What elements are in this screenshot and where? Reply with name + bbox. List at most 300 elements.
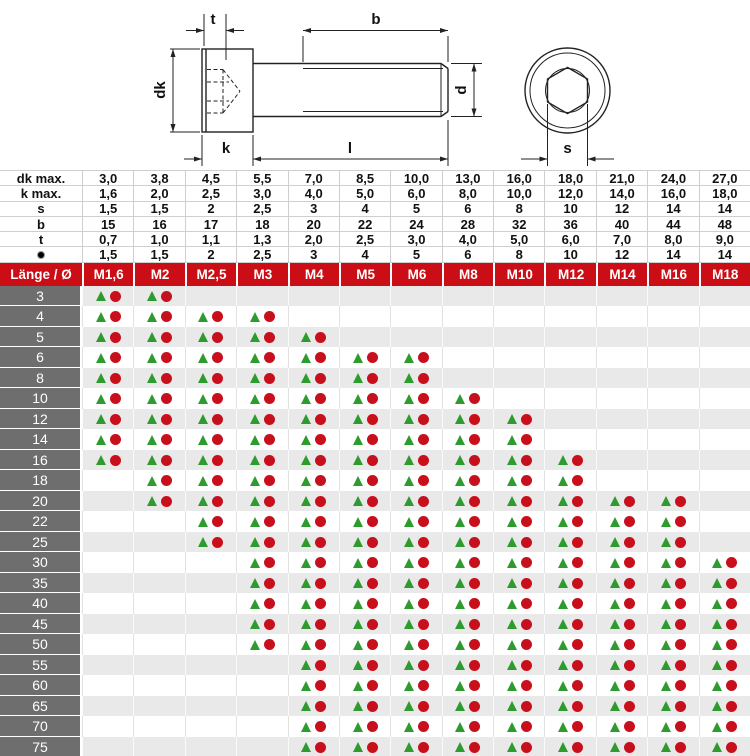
spec-value: 5	[390, 247, 441, 261]
availability-cell	[133, 409, 184, 430]
availability-cell	[82, 634, 133, 655]
availability-cell	[647, 593, 698, 614]
triangle-icon	[404, 681, 414, 691]
availability-cell	[390, 614, 441, 635]
availability-cell	[236, 696, 287, 717]
availability-cell	[288, 450, 339, 471]
triangle-icon	[455, 476, 465, 486]
availability-cell	[288, 306, 339, 327]
spec-value: 1,5	[82, 247, 133, 261]
circle-icon	[315, 742, 326, 753]
availability-cell	[339, 532, 390, 553]
spec-value: 2,5	[236, 202, 287, 216]
spec-value: 8	[493, 247, 544, 261]
matrix-row	[0, 737, 750, 756]
triangle-icon	[455, 701, 465, 711]
availability-cell	[236, 532, 287, 553]
spec-value: 4,5	[185, 171, 236, 185]
availability-cell	[544, 593, 595, 614]
availability-cell	[339, 409, 390, 430]
triangle-icon	[353, 640, 363, 650]
availability-cell	[133, 286, 184, 307]
circle-icon	[367, 516, 378, 527]
availability-cell	[288, 388, 339, 409]
availability-cell	[339, 470, 390, 491]
availability-cell	[288, 655, 339, 676]
availability-cell	[236, 593, 287, 614]
triangle-icon	[301, 742, 311, 752]
length-label: 35	[0, 573, 82, 594]
triangle-icon	[404, 640, 414, 650]
triangle-icon	[198, 414, 208, 424]
spec-value: 3	[288, 247, 339, 261]
matrix-column-header: M2	[133, 263, 184, 286]
matrix-rows	[0, 286, 750, 756]
circle-icon	[315, 414, 326, 425]
length-label: 6	[0, 347, 82, 368]
matrix-row	[0, 593, 750, 614]
availability-cell	[82, 696, 133, 717]
availability-cell	[544, 614, 595, 635]
circle-icon	[572, 537, 583, 548]
availability-cell	[288, 593, 339, 614]
triangle-icon	[353, 537, 363, 547]
availability-cell	[699, 368, 750, 389]
circle-icon	[161, 496, 172, 507]
availability-cell	[82, 306, 133, 327]
availability-cell	[288, 696, 339, 717]
availability-cell	[390, 532, 441, 553]
circle-icon	[418, 516, 429, 527]
circle-icon	[212, 332, 223, 343]
spec-value: 8,0	[442, 186, 493, 200]
matrix-corner-label: Länge / Ø	[10, 266, 72, 282]
triangle-icon	[712, 742, 722, 752]
triangle-icon	[301, 660, 311, 670]
circle-icon	[624, 578, 635, 589]
availability-cell	[544, 327, 595, 348]
circle-icon	[675, 619, 686, 630]
availability-cell	[442, 634, 493, 655]
circle-icon	[315, 721, 326, 732]
triangle-icon	[353, 353, 363, 363]
availability-cell	[133, 347, 184, 368]
availability-cell	[699, 655, 750, 676]
availability-cell	[185, 327, 236, 348]
triangle-icon	[610, 681, 620, 691]
availability-cell	[236, 614, 287, 635]
triangle-icon	[507, 537, 517, 547]
availability-cell	[82, 368, 133, 389]
availability-cell	[699, 327, 750, 348]
triangle-icon	[147, 332, 157, 342]
availability-cell	[544, 696, 595, 717]
availability-cell	[699, 614, 750, 635]
spec-value: 28	[442, 217, 493, 231]
availability-cell	[699, 450, 750, 471]
triangle-icon	[610, 537, 620, 547]
spec-value: 27,0	[699, 171, 750, 185]
triangle-icon	[455, 394, 465, 404]
availability-cell	[390, 716, 441, 737]
availability-cell	[596, 286, 647, 307]
matrix-column-header: M5	[339, 263, 390, 286]
circle-icon	[521, 455, 532, 466]
spec-value: 7,0	[596, 232, 647, 246]
triangle-icon	[507, 578, 517, 588]
triangle-icon	[96, 455, 106, 465]
availability-cell	[647, 368, 698, 389]
circle-icon	[624, 557, 635, 568]
triangle-icon	[558, 742, 568, 752]
availability-cell	[442, 716, 493, 737]
circle-icon	[315, 660, 326, 671]
circle-icon	[264, 578, 275, 589]
availability-cell	[133, 655, 184, 676]
circle-icon	[367, 537, 378, 548]
circle-icon	[624, 537, 635, 548]
availability-cell	[647, 470, 698, 491]
availability-cell	[390, 347, 441, 368]
circle-icon	[726, 680, 737, 691]
triangle-icon	[661, 496, 671, 506]
spec-value: 6,0	[390, 186, 441, 200]
availability-cell	[647, 511, 698, 532]
availability-cell	[699, 532, 750, 553]
triangle-icon	[301, 681, 311, 691]
triangle-icon	[147, 291, 157, 301]
circle-icon	[469, 598, 480, 609]
triangle-icon	[301, 537, 311, 547]
availability-cell	[339, 716, 390, 737]
triangle-icon	[353, 394, 363, 404]
triangle-icon	[610, 640, 620, 650]
triangle-icon	[250, 353, 260, 363]
availability-cell	[390, 429, 441, 450]
triangle-icon	[198, 394, 208, 404]
spec-row	[0, 217, 750, 232]
length-label: 50	[0, 634, 82, 655]
circle-icon	[624, 721, 635, 732]
circle-icon	[264, 352, 275, 363]
availability-cell	[390, 450, 441, 471]
length-label: 18	[0, 470, 82, 491]
circle-icon	[315, 578, 326, 589]
hex-socket-symbol-cell	[0, 247, 82, 261]
triangle-icon	[712, 640, 722, 650]
triangle-icon	[507, 455, 517, 465]
circle-icon	[161, 311, 172, 322]
triangle-icon	[455, 558, 465, 568]
circle-icon	[521, 537, 532, 548]
circle-icon	[726, 578, 737, 589]
circle-icon	[110, 311, 121, 322]
circle-icon	[624, 742, 635, 753]
availability-cell	[185, 286, 236, 307]
circle-icon	[469, 393, 480, 404]
availability-cell	[647, 716, 698, 737]
availability-cell	[493, 409, 544, 430]
circle-icon	[110, 393, 121, 404]
availability-cell	[596, 450, 647, 471]
spec-value: 21,0	[596, 171, 647, 185]
circle-icon	[675, 537, 686, 548]
availability-cell	[596, 696, 647, 717]
triangle-icon	[610, 722, 620, 732]
triangle-icon	[507, 660, 517, 670]
triangle-icon	[712, 681, 722, 691]
triangle-icon	[96, 353, 106, 363]
availability-cell	[288, 286, 339, 307]
spec-value: 3	[288, 202, 339, 216]
length-label: 30	[0, 552, 82, 573]
triangle-icon	[661, 742, 671, 752]
circle-icon	[315, 537, 326, 548]
availability-cell	[493, 593, 544, 614]
spec-value: 22	[339, 217, 390, 231]
circle-icon	[521, 598, 532, 609]
availability-cell	[544, 573, 595, 594]
availability-cell	[390, 593, 441, 614]
availability-cell	[390, 634, 441, 655]
spec-row	[0, 186, 750, 201]
circle-icon	[521, 619, 532, 630]
spec-value: 14	[647, 202, 698, 216]
availability-cell	[493, 737, 544, 756]
circle-icon	[315, 475, 326, 486]
availability-cell	[133, 491, 184, 512]
availability-cell	[82, 388, 133, 409]
availability-cell	[544, 429, 595, 450]
circle-icon	[624, 680, 635, 691]
spec-value: 4,0	[288, 186, 339, 200]
spec-value: 9,0	[699, 232, 750, 246]
spec-value: 20	[288, 217, 339, 231]
availability-cell	[442, 491, 493, 512]
availability-cell	[339, 696, 390, 717]
availability-cell	[442, 368, 493, 389]
triangle-icon	[610, 517, 620, 527]
circle-icon	[161, 434, 172, 445]
availability-cell	[185, 429, 236, 450]
availability-cell	[82, 593, 133, 614]
circle-icon	[315, 434, 326, 445]
availability-cell	[596, 593, 647, 614]
triangle-icon	[404, 722, 414, 732]
matrix-column-header: M14	[596, 263, 647, 286]
triangle-icon	[404, 414, 414, 424]
availability-cell	[493, 552, 544, 573]
availability-cell	[699, 716, 750, 737]
availability-cell	[390, 696, 441, 717]
availability-cell	[288, 491, 339, 512]
triangle-icon	[610, 599, 620, 609]
availability-cell	[442, 286, 493, 307]
circle-icon	[315, 516, 326, 527]
circle-icon	[726, 660, 737, 671]
circle-icon	[675, 660, 686, 671]
availability-cell	[339, 573, 390, 594]
availability-cell	[236, 737, 287, 756]
spec-value: 32	[493, 217, 544, 231]
availability-cell	[493, 388, 544, 409]
circle-icon	[469, 578, 480, 589]
triangle-icon	[353, 414, 363, 424]
availability-cell	[596, 470, 647, 491]
triangle-icon	[404, 660, 414, 670]
spec-value: 8	[493, 202, 544, 216]
circle-icon	[264, 496, 275, 507]
circle-icon	[212, 455, 223, 466]
spec-value: 15	[82, 217, 133, 231]
triangle-icon	[404, 373, 414, 383]
availability-cell	[596, 532, 647, 553]
availability-cell	[647, 409, 698, 430]
availability-cell	[82, 532, 133, 553]
availability-cell	[82, 675, 133, 696]
triangle-icon	[455, 414, 465, 424]
availability-cell	[288, 614, 339, 635]
triangle-icon	[250, 455, 260, 465]
availability-cell	[236, 347, 287, 368]
matrix-column-header: M3	[236, 263, 287, 286]
triangle-icon	[250, 476, 260, 486]
spec-value: 24,0	[647, 171, 698, 185]
availability-cell	[133, 532, 184, 553]
availability-cell	[288, 327, 339, 348]
availability-cell	[390, 286, 441, 307]
circle-icon	[675, 578, 686, 589]
spec-value: 12	[596, 202, 647, 216]
dim-label-t: t	[210, 11, 216, 28]
triangle-icon	[96, 373, 106, 383]
availability-cell	[647, 429, 698, 450]
circle-icon	[110, 414, 121, 425]
circle-icon	[418, 414, 429, 425]
availability-cell	[544, 655, 595, 676]
circle-icon	[161, 332, 172, 343]
triangle-icon	[507, 476, 517, 486]
availability-cell	[185, 347, 236, 368]
triangle-icon	[558, 455, 568, 465]
triangle-icon	[147, 476, 157, 486]
matrix-column-header: M2,5	[185, 263, 236, 286]
circle-icon	[315, 455, 326, 466]
circle-icon	[624, 619, 635, 630]
availability-cell	[442, 737, 493, 756]
triangle-icon	[507, 742, 517, 752]
triangle-icon	[301, 455, 311, 465]
length-label: 8	[0, 368, 82, 389]
availability-cell	[133, 306, 184, 327]
circle-icon	[469, 475, 480, 486]
availability-cell	[185, 614, 236, 635]
availability-cell	[544, 511, 595, 532]
dim-label-k: k	[221, 140, 231, 157]
triangle-icon	[250, 619, 260, 629]
circle-icon	[521, 721, 532, 732]
circle-icon	[469, 660, 480, 671]
triangle-icon	[712, 722, 722, 732]
triangle-icon	[661, 681, 671, 691]
circle-icon	[418, 639, 429, 650]
triangle-icon	[301, 332, 311, 342]
spec-value: 10,0	[493, 186, 544, 200]
availability-cell	[390, 675, 441, 696]
dim-label-d: d	[453, 85, 470, 95]
availability-cell	[185, 696, 236, 717]
triangle-icon	[507, 599, 517, 609]
triangle-icon	[661, 640, 671, 650]
matrix-row	[0, 306, 750, 327]
spec-value: 18	[236, 217, 287, 231]
triangle-icon	[558, 517, 568, 527]
availability-cell	[236, 388, 287, 409]
triangle-icon	[455, 435, 465, 445]
length-label: 14	[0, 429, 82, 450]
dimension-spec-table	[0, 170, 750, 263]
availability-cell	[185, 409, 236, 430]
availability-cell	[544, 388, 595, 409]
availability-cell	[390, 327, 441, 348]
circle-icon	[726, 721, 737, 732]
availability-cell	[236, 491, 287, 512]
availability-cell	[339, 286, 390, 307]
circle-icon	[264, 434, 275, 445]
matrix-column-header: M10	[493, 263, 544, 286]
availability-cell	[596, 429, 647, 450]
triangle-icon	[404, 476, 414, 486]
circle-icon	[521, 701, 532, 712]
length-label: 70	[0, 716, 82, 737]
triangle-icon	[301, 599, 311, 609]
spec-value: 1,5	[133, 247, 184, 261]
availability-cell	[544, 532, 595, 553]
spec-value: 3,0	[390, 232, 441, 246]
spec-value: 2,5	[236, 247, 287, 261]
circle-icon	[572, 578, 583, 589]
availability-cell	[699, 593, 750, 614]
circle-icon	[572, 680, 583, 691]
spec-value: 1,5	[82, 202, 133, 216]
spec-value: 44	[647, 217, 698, 231]
availability-cell	[288, 347, 339, 368]
availability-cell	[185, 470, 236, 491]
circle-icon	[367, 496, 378, 507]
triangle-icon	[250, 517, 260, 527]
triangle-icon	[147, 455, 157, 465]
triangle-icon	[250, 435, 260, 445]
availability-cell	[390, 573, 441, 594]
availability-cell	[442, 614, 493, 635]
availability-cell	[544, 470, 595, 491]
matrix-row	[0, 429, 750, 450]
triangle-icon	[250, 599, 260, 609]
circle-icon	[264, 516, 275, 527]
spec-value: 10	[544, 202, 595, 216]
triangle-icon	[610, 742, 620, 752]
triangle-icon	[661, 517, 671, 527]
availability-cell	[493, 470, 544, 491]
matrix-row	[0, 532, 750, 553]
triangle-icon	[610, 558, 620, 568]
triangle-icon	[198, 517, 208, 527]
circle-icon	[418, 578, 429, 589]
circle-icon	[572, 639, 583, 650]
circle-icon	[315, 680, 326, 691]
availability-cell	[647, 286, 698, 307]
availability-cell	[390, 552, 441, 573]
